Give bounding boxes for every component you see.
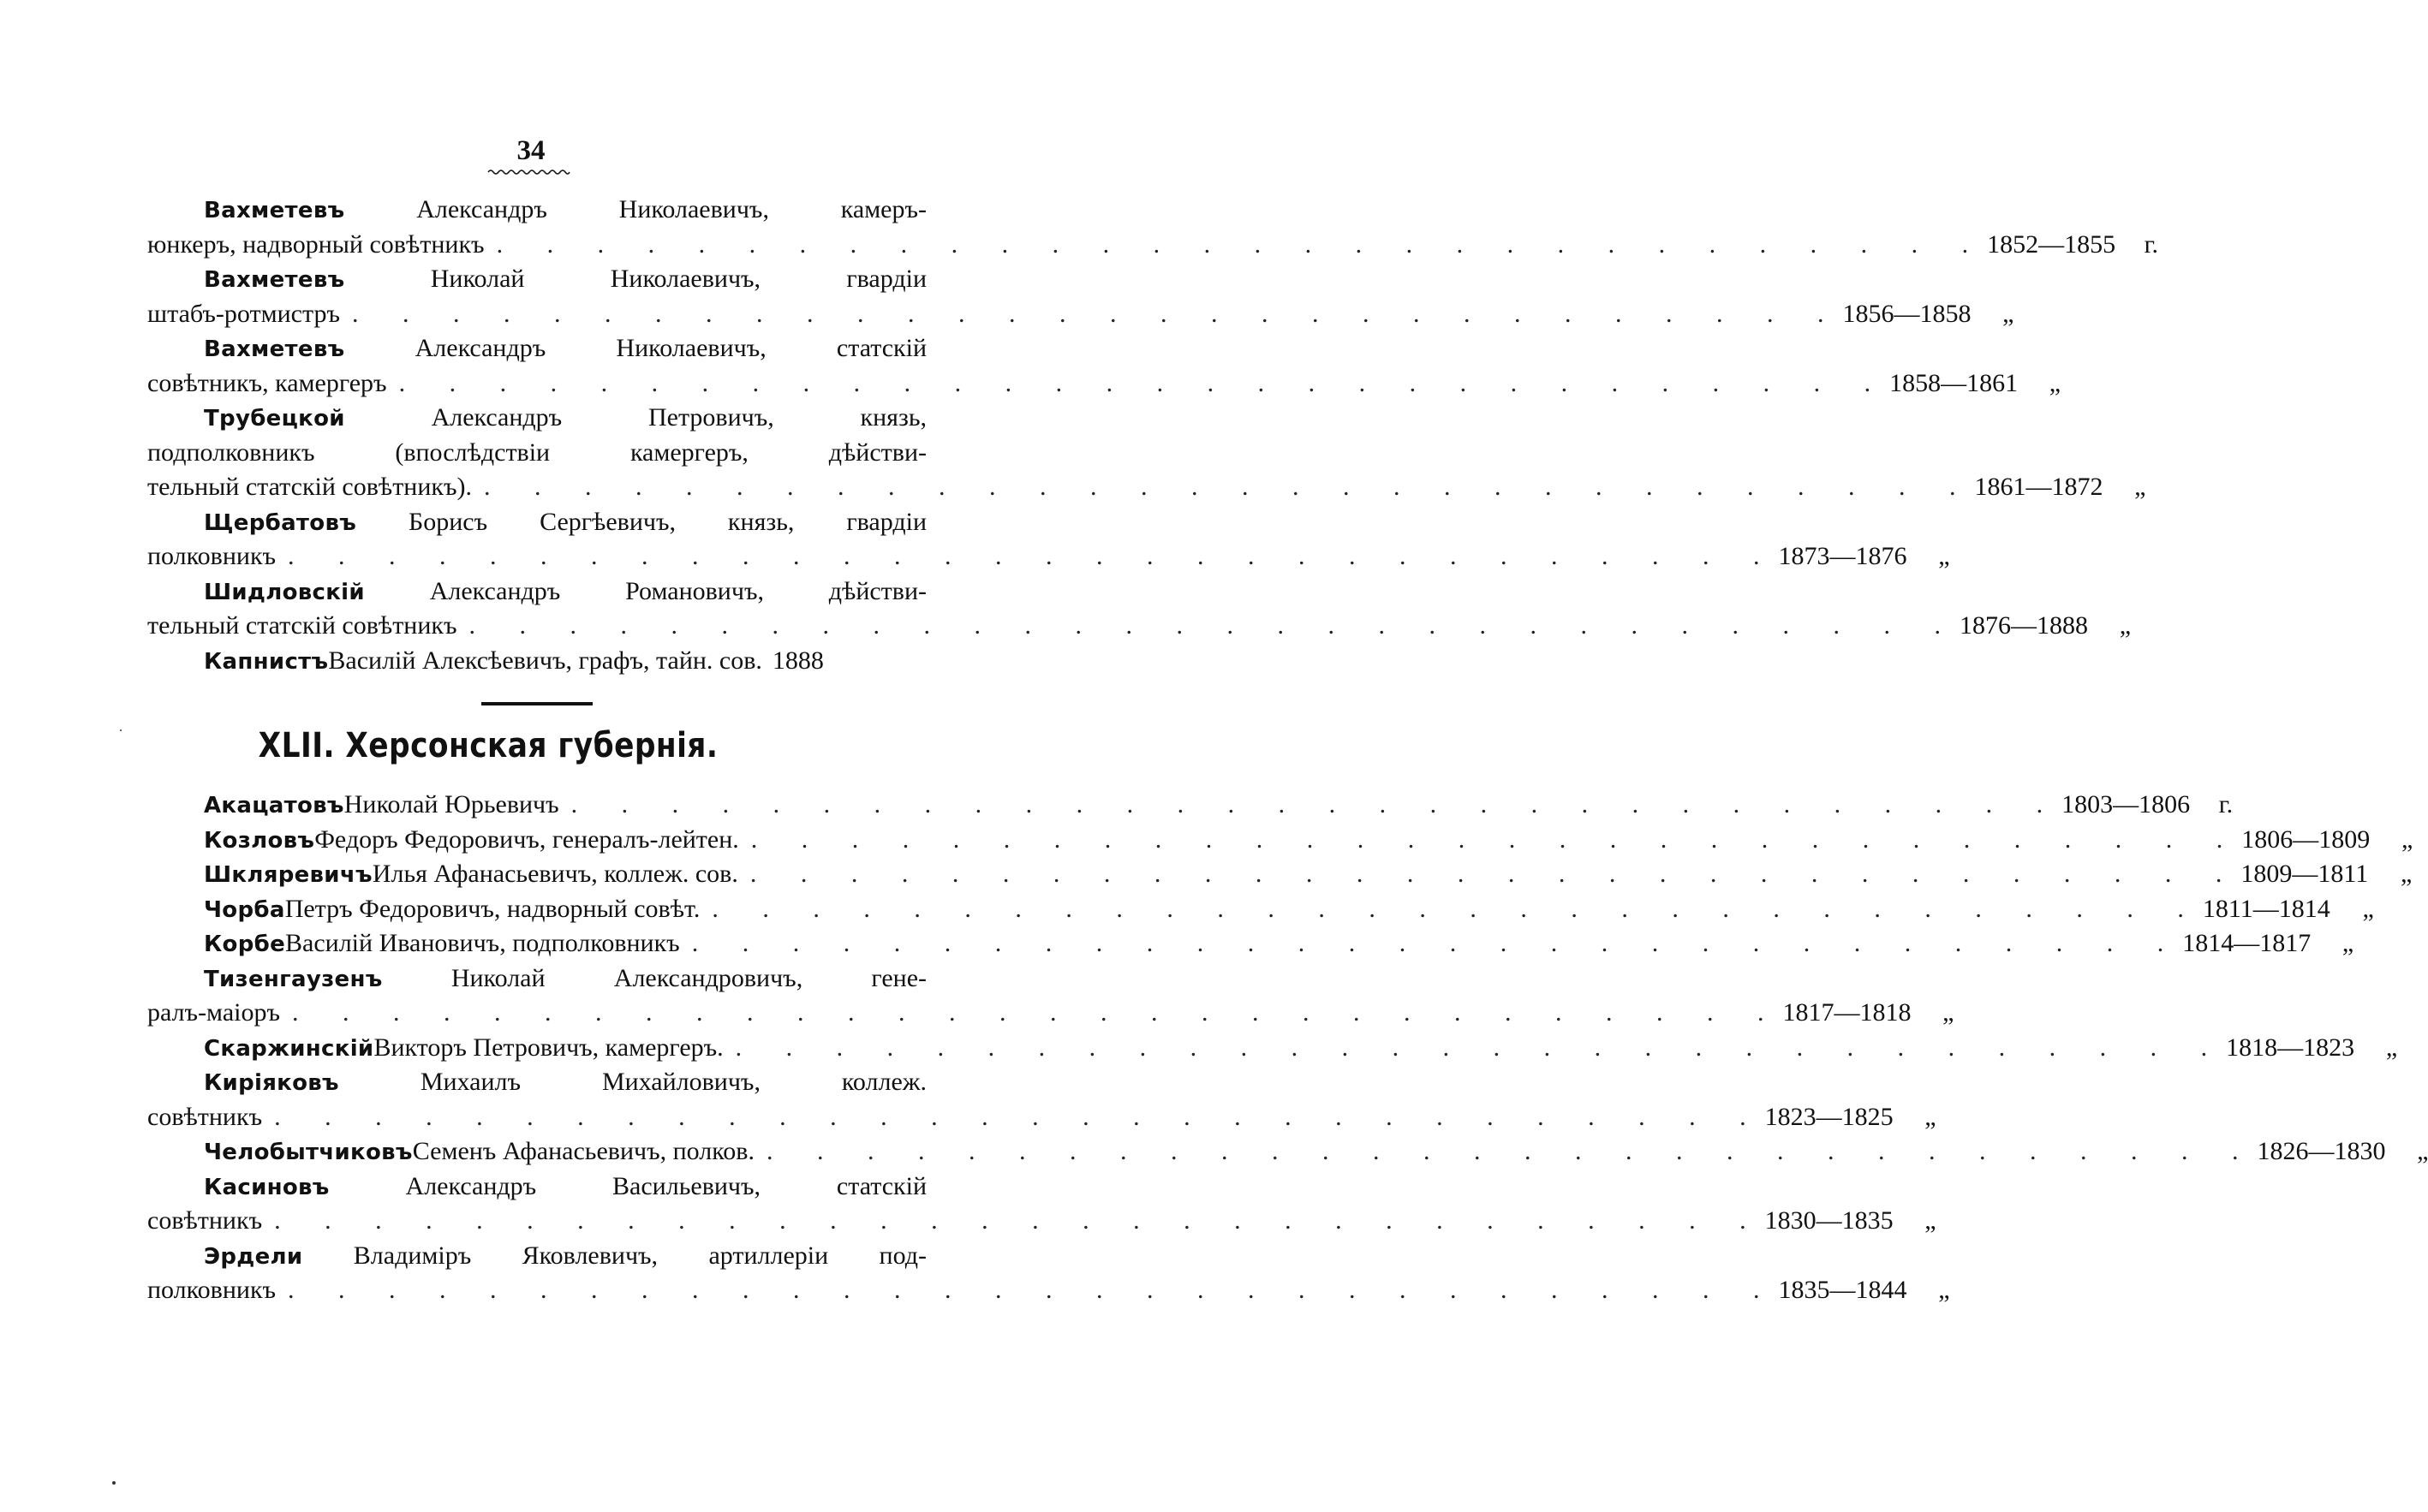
entry-last-line — [147, 1273, 1950, 1308]
entry-dates: 1858—1861 — [1889, 368, 2019, 397]
entry-text: Александръ Петровичъ, князь, — [431, 403, 927, 432]
entry-continuation-text: совѣтникъ — [147, 1206, 263, 1235]
dot-leader: . . . . . . . . . . . . . . . . . . . . . . . . . . . . . . — [496, 229, 1988, 259]
entry-text: Михаилъ Михайловичъ, коллеж. — [420, 1068, 928, 1096]
entry-continuation-text: полковникъ — [147, 1276, 277, 1304]
entry-first-line — [147, 193, 927, 228]
register-entry — [147, 401, 2146, 505]
entry-text: Александръ Николаевичъ, статскій — [415, 334, 928, 362]
dot-leader: . . . . . . . . . . . . . . . . . . . . . . . . . . . . . . — [274, 1102, 1765, 1131]
entry-dates: 1818—1823 — [2226, 1033, 2355, 1062]
entry-surname: Козловъ — [204, 827, 315, 854]
entry-continuation-text: тельный статскій совѣтникъ — [147, 611, 457, 640]
entry-surname: Вахметевъ — [204, 198, 345, 223]
entry-first-line — [147, 1031, 2398, 1066]
dot-leader: . . . . . . . . . . . . . . . . . . . . . . . . . . . . . . — [766, 1137, 2258, 1165]
register-entry — [147, 262, 2014, 331]
entry-surname: Тизенгаузенъ — [204, 966, 383, 992]
entry-text: Александръ Романовичъ, дѣйстви- — [429, 576, 928, 605]
entry-dates: 1835—1844 — [1778, 1276, 1907, 1304]
ditto-mark: „ — [2417, 1137, 2428, 1165]
ditto-mark: „ — [2002, 299, 2014, 328]
dot-leader: . . . . . . . . . . . . . . . . . . . . . . . . . . . . . . — [691, 929, 2183, 957]
entry-dates: 1817—1818 — [1782, 998, 1912, 1027]
entry-last-line — [147, 996, 1954, 1031]
entry-text: Владиміръ Яковлевичъ, артиллеріи под- — [353, 1241, 928, 1270]
entry-dates: 1803—1806 — [2061, 790, 2191, 819]
entry-text: Василій Алексѣевичъ, графъ, тайн. сов. — [328, 646, 762, 675]
register-entry — [147, 961, 1954, 1031]
section-entries-list — [147, 788, 2428, 1308]
entry-dates: 1861—1872 — [1974, 473, 2103, 501]
entry-surname: Щербатовъ — [204, 509, 357, 536]
register-entry — [147, 857, 2413, 892]
entry-dates: 1806—1809 — [2241, 824, 2371, 854]
entry-surname: Вахметевъ — [204, 267, 345, 293]
ditto-mark: „ — [1938, 1276, 1950, 1304]
register-entry — [147, 788, 2234, 823]
section-heading: XLII. Херсонская губернія. — [258, 726, 719, 765]
print-speck — [112, 1481, 116, 1485]
dot-leader: . . . . . . . . . . . . . . . . . . . . . . . . . . . . . . — [735, 1033, 2227, 1062]
wavy-underline-ornament — [488, 168, 570, 176]
print-speck — [120, 729, 122, 731]
entry-first-line — [147, 262, 927, 297]
ditto-mark: „ — [1942, 998, 1954, 1027]
entry-surname: Акацатовъ — [204, 793, 344, 819]
ditto-mark: г. — [2218, 790, 2234, 819]
entry-dates: 1830—1835 — [1764, 1206, 1894, 1235]
register-entry — [147, 1134, 2428, 1170]
entry-text: Николай Юрьевичъ — [343, 790, 559, 819]
entry-continuation-text: штабъ-ротмистръ — [147, 299, 340, 328]
entry-continuation-text: полковникъ — [147, 542, 277, 570]
dot-leader: . . . . . . . . . . . . . . . . . . . . . . . . . . . . . . — [484, 473, 1975, 501]
register-entry — [147, 505, 1950, 574]
entry-first-line — [147, 857, 2413, 892]
entry-first-line — [147, 823, 2413, 858]
entry-text: Николай Николаевичъ, гвардіи — [430, 265, 928, 293]
entry-surname: Корбе — [204, 932, 286, 957]
dot-leader: . . . . . . . . . . . . . . . . . . . . . . . . . . . . . . — [288, 542, 1779, 570]
entry-first-line — [147, 1239, 927, 1274]
section-entries-list — [147, 193, 2159, 678]
entry-dates: 1811—1814 — [2202, 894, 2330, 923]
entry-last-line — [147, 539, 1950, 574]
entry-text: Борисъ Сергѣевичъ, князь, гвардіи — [409, 507, 927, 536]
dot-leader: . . . . . . . . . . . . . . . . . . . . . . . . . . . . . . — [292, 998, 1783, 1027]
entry-continuation-text: ралъ-маіоръ — [147, 998, 280, 1027]
entry-text: Викторъ Петровичъ, камергеръ. — [373, 1033, 724, 1062]
register-entry — [147, 1239, 1950, 1308]
ditto-mark: „ — [1924, 1102, 1936, 1131]
ditto-mark: „ — [2401, 824, 2413, 854]
entry-first-line — [147, 574, 927, 610]
entry-surname: Касиновъ — [204, 1174, 330, 1200]
entry-last-line — [147, 1204, 1936, 1239]
entry-text: Илья Афанасьевичъ, коллеж. сов. — [372, 860, 738, 888]
register-entry — [147, 331, 2061, 401]
entry-dates: 1814—1817 — [2182, 929, 2312, 957]
entry-text: Василій Ивановичъ, подполковникъ — [285, 929, 680, 957]
entry-last-line — [147, 609, 2132, 644]
entry-continuation-text: совѣтникъ, камергеръ — [147, 368, 387, 397]
register-entry — [147, 1031, 2398, 1066]
dot-leader: . . . . . . . . . . . . . . . . . . . . . . . . . . . . . . — [468, 611, 1960, 640]
dot-leader: . . . . . . . . . . . . . . . . . . . . . . . . . . . . . . — [570, 790, 2062, 819]
entry-first-line — [147, 892, 2374, 927]
register-entry — [147, 926, 2354, 961]
section-divider — [481, 702, 593, 705]
entry-surname: Киріяковъ — [204, 1070, 339, 1096]
dot-leader: . . . . . . . . . . . . . . . . . . . . . . . . . . . . . . — [274, 1206, 1765, 1235]
entry-surname: Шидловскій — [204, 579, 365, 605]
ditto-mark: „ — [1924, 1206, 1936, 1235]
entry-surname: Шкляревичъ — [204, 862, 373, 888]
entry-surname: Чорба — [204, 896, 285, 923]
dot-leader: . . . . . . . . . . . . . . . . . . . . . . . . . . . . . . — [712, 894, 2203, 923]
entry-text: Александръ Николаевичъ, камеръ- — [416, 195, 927, 223]
register-entry — [147, 892, 2374, 927]
ditto-mark: „ — [1938, 542, 1950, 570]
entry-text: Николай Александровичъ, гене- — [450, 963, 928, 992]
dot-leader: . . . . . . . . . . . . . . . . . . . . . . . . . . . . . . — [749, 860, 2241, 888]
entry-first-line — [147, 644, 927, 679]
entry-text: Семенъ Афанасьевичъ, полков. — [412, 1137, 755, 1165]
register-entry — [147, 1170, 1936, 1239]
dot-leader: . . . . . . . . . . . . . . . . . . . . . . . . . . . . . . — [750, 824, 2242, 854]
entry-text: Александръ Васильевичъ, статскій — [405, 1171, 927, 1200]
entry-last-line — [147, 366, 2061, 402]
entry-continuation-text: юнкеръ, надворный совѣтникъ — [147, 229, 485, 259]
register-entry — [147, 1065, 1936, 1134]
entry-dates: 1852—1855 — [1987, 229, 2116, 259]
entry-first-line — [147, 788, 2234, 823]
entry-surname: Вахметевъ — [204, 336, 345, 362]
entry-last-line — [147, 297, 2014, 332]
ditto-mark: „ — [2401, 860, 2413, 888]
entry-dates: 1826—1830 — [2257, 1137, 2386, 1165]
entry-first-line — [147, 401, 927, 436]
register-entry — [147, 574, 2132, 644]
entry-dates: 1809—1811 — [2240, 860, 2369, 888]
entry-first-line — [147, 1134, 2428, 1170]
entry-first-line — [147, 926, 2354, 961]
entry-surname: Трубецкой — [204, 406, 345, 432]
entry-surname: Скаржинскій — [204, 1035, 374, 1062]
ditto-mark: „ — [2134, 473, 2146, 501]
entry-dates: 1856—1858 — [1842, 299, 1972, 328]
entry-last-line — [147, 228, 2159, 263]
entry-dates: 1823—1825 — [1764, 1102, 1894, 1131]
register-entry — [147, 823, 2413, 858]
entry-continuation-text: тельный статскій совѣтникъ). — [147, 473, 472, 501]
entry-surname: Эрдели — [204, 1243, 303, 1270]
ditto-mark: „ — [2119, 611, 2132, 640]
dot-leader: . . . . . . . . . . . . . . . . . . . . . . . . . . . . . . — [398, 368, 1890, 397]
entry-dates: 1888 — [772, 646, 824, 675]
register-entry — [147, 193, 2159, 262]
entry-surname: Челобытчиковъ — [204, 1140, 413, 1165]
entry-text: Федоръ Федоровичъ, генералъ-лейтен. — [314, 824, 739, 854]
dot-leader: . . . . . . . . . . . . . . . . . . . . . . . . . . . . . . — [351, 299, 1843, 328]
entry-surname: Капнистъ — [204, 648, 329, 675]
entry-last-line — [147, 1100, 1936, 1135]
entry-continuation-line: подполковникъ (впослѣдствіи камергеръ, дѣйстви- — [147, 438, 927, 467]
entry-first-line — [147, 1065, 927, 1100]
entry-first-line — [147, 331, 927, 366]
entry-text: Петръ Федоровичъ, надворный совѣт. — [284, 894, 701, 923]
ditto-mark: г. — [2144, 229, 2159, 259]
ditto-mark: „ — [2385, 1033, 2398, 1062]
entry-continuation-text: совѣтникъ — [147, 1102, 263, 1131]
entry-dates: 1876—1888 — [1960, 611, 2089, 640]
ditto-mark: „ — [2049, 368, 2061, 397]
entry-dates: 1873—1876 — [1778, 542, 1907, 570]
entry-first-line — [147, 961, 927, 997]
ditto-mark: „ — [2362, 894, 2374, 923]
dot-leader: . . . . . . . . . . . . . . . . . . . . . . . . . . . . . . — [288, 1276, 1779, 1304]
page-number: 34 — [516, 135, 546, 166]
entry-first-line — [147, 505, 927, 540]
entry-last-line — [147, 470, 2146, 505]
ditto-mark: „ — [2341, 929, 2354, 957]
register-entry — [147, 644, 927, 679]
entry-first-line — [147, 1170, 927, 1205]
